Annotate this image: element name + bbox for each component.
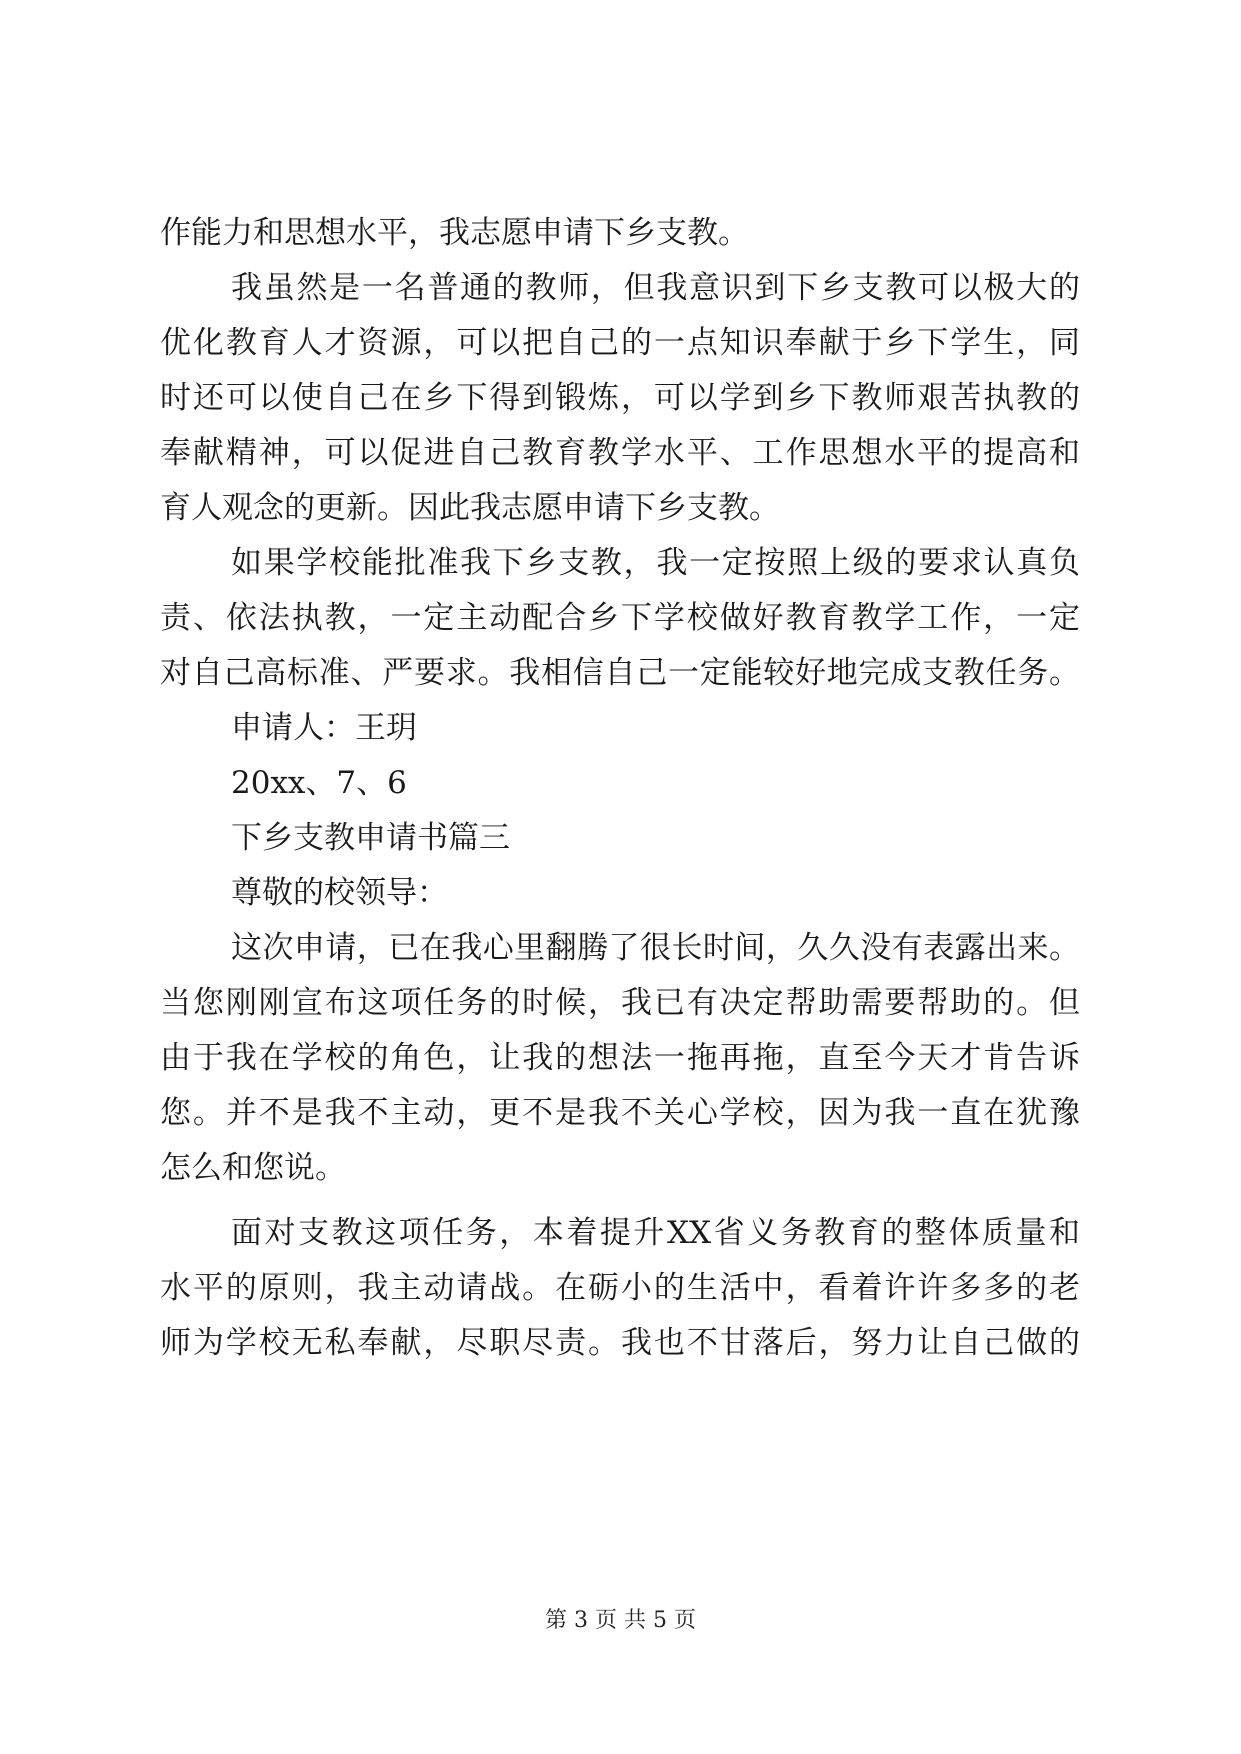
paragraph-line-8: 责、依法执教，一定主动配合乡下学校做好教育教学工作，一定 — [160, 600, 1080, 636]
paragraph-line-6: 育人观念的更新。因此我志愿申请下乡支教。 — [160, 490, 780, 526]
paragraph-line-18: 怎么和您说。 — [160, 1150, 346, 1186]
paragraph-line-21: 师为学校无私奉献，尽职尽责。我也不甘落后，努力让自己做的 — [160, 1325, 1080, 1361]
paragraph-line-14: 这次申请，已在我心里翻腾了很长时间，久久没有表露出来。 — [231, 930, 1080, 966]
salutation: 尊敬的校领导： — [231, 875, 448, 911]
paragraph-line-4: 时还可以使自己在乡下得到锻炼，可以学到乡下教师艰苦执教的 — [160, 380, 1080, 416]
section-heading: 下乡支教申请书篇三 — [231, 820, 510, 856]
paragraph-line-17: 您。并不是我不主动，更不是我不关心学校，因为我一直在犹豫 — [160, 1095, 1080, 1131]
paragraph-line-3: 优化教育人才资源，可以把自己的一点知识奉献于乡下学生，同 — [160, 325, 1080, 361]
application-date: 20xx、7、6 — [231, 765, 407, 801]
paragraph-line-16: 由于我在学校的角色，让我的想法一拖再拖，直至今天才肯告诉 — [160, 1040, 1080, 1076]
paragraph-line-1: 作能力和思想水平，我志愿申请下乡支教。 — [160, 215, 749, 251]
paragraph-line-7: 如果学校能批准我下乡支教，我一定按照上级的要求认真负 — [231, 545, 1080, 581]
paragraph-line-2: 我虽然是一名普通的教师，但我意识到下乡支教可以极大的 — [231, 270, 1080, 306]
paragraph-line-15: 当您刚刚宣布这项任务的时候，我已有决定帮助需要帮助的。但 — [160, 985, 1080, 1021]
applicant-name: 申请人：王玥 — [231, 710, 417, 746]
page-number-footer: 第 3 页 共 5 页 — [545, 1608, 696, 1633]
paragraph-line-19: 面对支教这项任务，本着提升XX省义务教育的整体质量和 — [231, 1215, 1080, 1251]
paragraph-line-20: 水平的原则，我主动请战。在砺小的生活中，看着许许多多的老 — [160, 1270, 1080, 1306]
paragraph-line-9: 对自己高标准、严要求。我相信自己一定能较好地完成支教任务。 — [160, 655, 1080, 691]
paragraph-line-5: 奉献精神，可以促进自己教育教学水平、工作思想水平的提高和 — [160, 435, 1080, 471]
